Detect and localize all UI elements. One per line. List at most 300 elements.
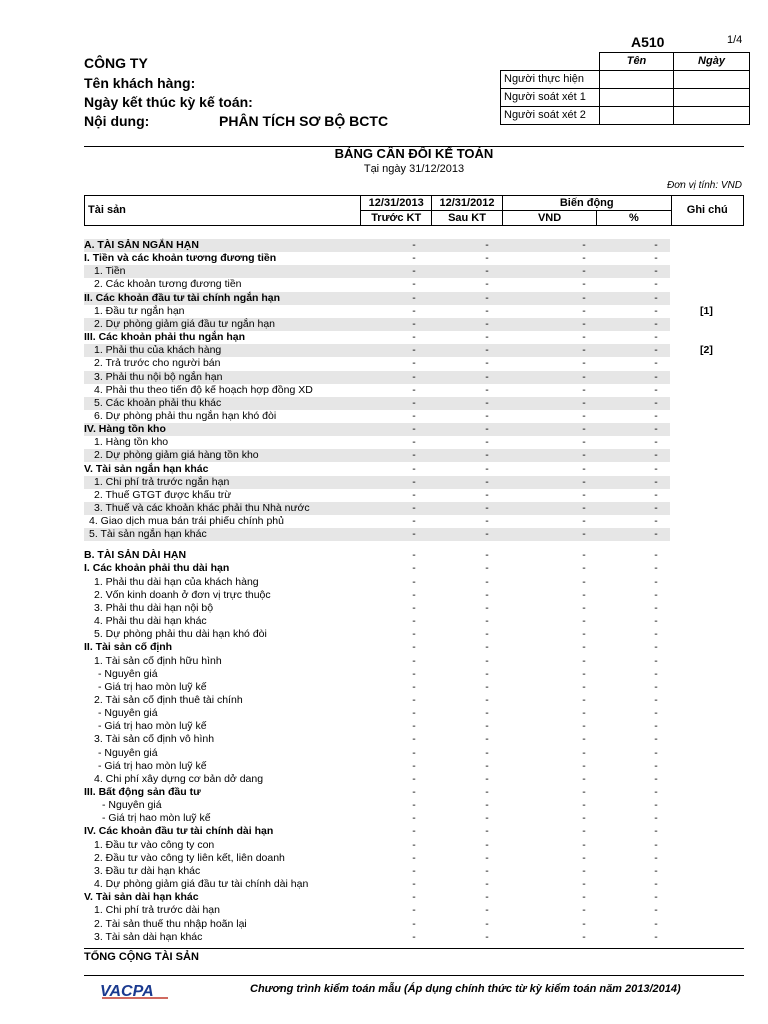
line-item-row xyxy=(84,371,670,384)
signoff-name-cell[interactable] xyxy=(600,88,674,106)
change-vnd-value: - xyxy=(582,576,586,588)
change-pct-value: - xyxy=(654,252,658,264)
pre-audit-value: - xyxy=(412,239,416,251)
post-audit-value: - xyxy=(485,357,489,369)
change-pct-value: - xyxy=(654,747,658,759)
post-audit-value: - xyxy=(485,305,489,317)
line-item-row xyxy=(84,397,670,410)
row-label: 4. Dự phòng giảm giá đầu tư tài chính dài hạn xyxy=(94,878,309,890)
change-vnd-value: - xyxy=(582,707,586,719)
col1-date-header: 12/31/2013 xyxy=(361,196,432,211)
change-pct-value: - xyxy=(654,825,658,837)
line-item-row xyxy=(84,839,670,852)
change-pct-value: - xyxy=(654,576,658,588)
line-item-row xyxy=(84,265,670,278)
row-label: - Giá trị hao mòn luỹ kế xyxy=(98,681,207,693)
change-vnd-value: - xyxy=(582,773,586,785)
post-audit-value: - xyxy=(485,528,489,540)
note-reference[interactable]: [2] xyxy=(700,344,713,356)
line-item-row xyxy=(84,799,670,812)
line-item-row xyxy=(84,707,670,720)
line-item-row xyxy=(84,318,670,331)
change-pct-value: - xyxy=(654,423,658,435)
pre-audit-value: - xyxy=(412,252,416,264)
change-vnd-value: - xyxy=(582,265,586,277)
change-pct-value: - xyxy=(654,292,658,304)
change-pct-value: - xyxy=(654,489,658,501)
row-label: V. Tài sản dài hạn khác xyxy=(84,891,199,903)
post-audit-value: - xyxy=(485,292,489,304)
change-vnd-value: - xyxy=(582,852,586,864)
change-pct-value: - xyxy=(654,786,658,798)
change-pct-value: - xyxy=(654,904,658,916)
change-vnd-value: - xyxy=(582,239,586,251)
row-label: IV. Hàng tồn kho xyxy=(84,423,166,435)
change-vnd-value: - xyxy=(582,904,586,916)
pre-audit-value: - xyxy=(412,410,416,422)
change-header: Biến động xyxy=(502,196,671,211)
footer-note: Chương trình kiểm toán mẫu (Áp dụng chính thức từ kỳ kiểm toán năm 2013/2014) xyxy=(250,983,681,995)
line-item-row xyxy=(84,602,670,615)
change-pct-value: - xyxy=(654,760,658,772)
row-label: - Giá trị hao mòn luỹ kế xyxy=(98,760,207,772)
change-vnd-value: - xyxy=(582,602,586,614)
line-item-row xyxy=(84,760,670,773)
change-vnd-value: - xyxy=(582,615,586,627)
vacpa-logo xyxy=(100,981,172,999)
change-vnd-value: - xyxy=(582,760,586,772)
change-vnd-value: - xyxy=(582,344,586,356)
col2-sub-header: Sau KT xyxy=(432,211,503,226)
pre-audit-value: - xyxy=(412,707,416,719)
pre-audit-value: - xyxy=(412,449,416,461)
change-pct-value: - xyxy=(654,344,658,356)
content-label: Nội dung: xyxy=(84,113,150,129)
row-label: 1. Tiền xyxy=(94,265,126,277)
post-audit-value: - xyxy=(485,681,489,693)
line-item-row xyxy=(84,410,670,423)
line-item-row xyxy=(84,812,670,825)
change-pct-value: - xyxy=(654,773,658,785)
pre-audit-value: - xyxy=(412,515,416,527)
change-pct-value: - xyxy=(654,615,658,627)
line-item-row xyxy=(84,305,670,318)
signoff-date-cell[interactable] xyxy=(674,106,750,124)
change-vnd-value: - xyxy=(582,733,586,745)
post-audit-value: - xyxy=(485,476,489,488)
signoff-date-cell[interactable] xyxy=(674,88,750,106)
row-label: 2. Vốn kinh doanh ở đơn vị trực thuộc xyxy=(94,589,271,601)
post-audit-value: - xyxy=(485,239,489,251)
change-pct-value: - xyxy=(654,305,658,317)
change-vnd-value: - xyxy=(582,839,586,851)
row-label: 1. Phải thu của khách hàng xyxy=(94,344,222,356)
row-label: 6. Dự phòng phải thu ngắn hạn khó đòi xyxy=(94,410,277,422)
post-audit-value: - xyxy=(485,878,489,890)
change-vnd-value: - xyxy=(582,825,586,837)
change-pct-value: - xyxy=(654,655,658,667)
row-label: II. Các khoản đầu tư tài chính ngắn hạn xyxy=(84,292,281,304)
line-item-row xyxy=(84,515,670,528)
line-item-row xyxy=(84,528,670,541)
post-audit-value: - xyxy=(485,694,489,706)
change-pct-value: - xyxy=(654,668,658,680)
change-vnd-header: VND xyxy=(502,211,596,226)
row-label: A. TÀI SẢN NGẮN HẠN xyxy=(84,239,199,251)
change-vnd-value: - xyxy=(582,562,586,574)
footer-rule xyxy=(84,975,744,976)
post-audit-value: - xyxy=(485,318,489,330)
change-pct-value: - xyxy=(654,589,658,601)
pre-audit-value: - xyxy=(412,476,416,488)
line-item-row xyxy=(84,720,670,733)
change-pct-value: - xyxy=(654,436,658,448)
row-label: 1. Chi phí trả trước dài hạn xyxy=(94,904,220,916)
post-audit-value: - xyxy=(485,515,489,527)
change-pct-value: - xyxy=(654,839,658,851)
change-pct-value: - xyxy=(654,852,658,864)
currency-unit: Đơn vị tính: VND xyxy=(667,180,742,191)
pre-audit-value: - xyxy=(412,918,416,930)
line-item-row xyxy=(84,668,670,681)
section-row xyxy=(84,463,670,476)
pre-audit-value: - xyxy=(412,502,416,514)
row-label: V. Tài sản ngắn hạn khác xyxy=(84,463,209,475)
post-audit-value: - xyxy=(485,602,489,614)
row-label: 1. Phải thu dài hạn của khách hàng xyxy=(94,576,259,588)
pre-audit-value: - xyxy=(412,825,416,837)
change-vnd-value: - xyxy=(582,865,586,877)
company-label: CÔNG TY xyxy=(84,55,148,71)
pre-audit-value: - xyxy=(412,668,416,680)
pre-audit-value: - xyxy=(412,720,416,732)
row-label: 3. Tài sản cố định vô hình xyxy=(94,733,215,745)
row-label: 2. Trả trước cho người bán xyxy=(94,357,221,369)
row-label: II. Tài sản cố định xyxy=(84,641,173,653)
section-row xyxy=(84,562,670,575)
pre-audit-value: - xyxy=(412,589,416,601)
pre-audit-value: - xyxy=(412,786,416,798)
row-label: 3. Phải thu nội bộ ngắn hạn xyxy=(94,371,223,383)
pre-audit-value: - xyxy=(412,891,416,903)
post-audit-value: - xyxy=(485,397,489,409)
change-pct-value: - xyxy=(654,694,658,706)
post-audit-value: - xyxy=(485,410,489,422)
line-item-row xyxy=(84,449,670,462)
row-label: III. Các khoản phải thu ngắn hạn xyxy=(84,331,246,343)
change-pct-value: - xyxy=(654,733,658,745)
change-vnd-value: - xyxy=(582,331,586,343)
change-vnd-value: - xyxy=(582,476,586,488)
change-pct-value: - xyxy=(654,931,658,943)
pre-audit-value: - xyxy=(412,397,416,409)
row-label: 3. Tài sản dài hạn khác xyxy=(94,931,203,943)
section-row xyxy=(84,331,670,344)
post-audit-value: - xyxy=(485,549,489,561)
pre-audit-value: - xyxy=(412,576,416,588)
change-pct-value: - xyxy=(654,799,658,811)
row-label: 3. Thuế và các khoản khác phải thu Nhà nước xyxy=(94,502,310,514)
line-item-row xyxy=(84,733,670,746)
total-assets-label: TỔNG CỘNG TÀI SẢN xyxy=(84,951,199,963)
change-vnd-value: - xyxy=(582,423,586,435)
change-pct-value: - xyxy=(654,278,658,290)
line-item-row xyxy=(84,655,670,668)
content-value: PHÂN TÍCH SƠ BỘ BCTC xyxy=(219,113,389,129)
change-vnd-value: - xyxy=(582,384,586,396)
row-label: - Nguyên giá xyxy=(102,799,162,811)
row-label: 4. Chi phí xây dựng cơ bản dở dang xyxy=(94,773,264,785)
col2-date-header: 12/31/2012 xyxy=(432,196,503,211)
post-audit-value: - xyxy=(485,463,489,475)
pre-audit-value: - xyxy=(412,344,416,356)
line-item-row xyxy=(84,865,670,878)
change-vnd-value: - xyxy=(582,931,586,943)
note-column-header: Ghi chú xyxy=(671,196,744,226)
pre-audit-value: - xyxy=(412,733,416,745)
change-pct-value: - xyxy=(654,918,658,930)
signoff-name-cell[interactable] xyxy=(600,106,674,124)
section-row xyxy=(84,292,670,305)
row-label: 1. Đầu tư vào công ty con xyxy=(94,839,215,851)
change-vnd-value: - xyxy=(582,463,586,475)
line-item-row xyxy=(84,344,670,357)
change-pct-value: - xyxy=(654,357,658,369)
line-item-row xyxy=(84,878,670,891)
working-paper-code: A510 xyxy=(631,34,665,50)
note-reference[interactable]: [1] xyxy=(700,305,713,317)
post-audit-value: - xyxy=(485,655,489,667)
signoff-table xyxy=(500,52,750,125)
change-pct-value: - xyxy=(654,865,658,877)
line-item-row xyxy=(84,476,670,489)
line-item-row xyxy=(84,278,670,291)
row-label: 2. Dự phòng giảm giá hàng tồn kho xyxy=(94,449,259,461)
pre-audit-value: - xyxy=(412,615,416,627)
post-audit-value: - xyxy=(485,489,489,501)
post-audit-value: - xyxy=(485,891,489,903)
pre-audit-value: - xyxy=(412,865,416,877)
post-audit-value: - xyxy=(485,733,489,745)
pre-audit-value: - xyxy=(412,331,416,343)
section-row xyxy=(84,825,670,838)
post-audit-value: - xyxy=(485,918,489,930)
change-vnd-value: - xyxy=(582,528,586,540)
line-item-row xyxy=(84,918,670,931)
change-pct-value: - xyxy=(654,384,658,396)
period-label: Ngày kết thúc kỳ kế toán: xyxy=(84,94,253,110)
row-label: 1. Chi phí trả trước ngắn hạn xyxy=(94,476,230,488)
asset-column-header: Tài sản xyxy=(85,196,361,226)
row-label: 4. Phải thu dài hạn khác xyxy=(94,615,207,627)
change-pct-value: - xyxy=(654,449,658,461)
pre-audit-value: - xyxy=(412,463,416,475)
post-audit-value: - xyxy=(485,502,489,514)
change-vnd-value: - xyxy=(582,502,586,514)
pre-audit-value: - xyxy=(412,681,416,693)
change-pct-value: - xyxy=(654,549,658,561)
row-label: III. Bất động sản đầu tư xyxy=(84,786,201,798)
change-pct-value: - xyxy=(654,463,658,475)
row-label: 5. Tài sản ngắn hạn khác xyxy=(89,528,207,540)
change-vnd-value: - xyxy=(582,655,586,667)
column-header-table xyxy=(84,195,744,226)
change-vnd-value: - xyxy=(582,668,586,680)
post-audit-value: - xyxy=(485,904,489,916)
change-pct-value: - xyxy=(654,891,658,903)
report-subtitle: Tại ngày 31/12/2013 xyxy=(363,163,465,175)
section-row xyxy=(84,423,670,436)
pre-audit-value: - xyxy=(412,694,416,706)
signoff-name-cell[interactable] xyxy=(600,70,674,88)
row-label: 1. Hàng tồn kho xyxy=(94,436,169,448)
section-row xyxy=(84,641,670,654)
change-vnd-value: - xyxy=(582,549,586,561)
change-pct-value: - xyxy=(654,628,658,640)
section-row xyxy=(84,891,670,904)
line-item-row xyxy=(84,773,670,786)
row-label: 5. Các khoản phải thu khác xyxy=(94,397,222,409)
post-audit-value: - xyxy=(485,773,489,785)
pre-audit-value: - xyxy=(412,931,416,943)
pre-audit-value: - xyxy=(412,357,416,369)
row-label: B. TÀI SẢN DÀI HẠN xyxy=(84,549,187,561)
row-label: I. Các khoản phải thu dài hạn xyxy=(84,562,230,574)
pre-audit-value: - xyxy=(412,265,416,277)
post-audit-value: - xyxy=(485,668,489,680)
line-item-row xyxy=(84,615,670,628)
line-item-row xyxy=(84,357,670,370)
pre-audit-value: - xyxy=(412,878,416,890)
row-label: IV. Các khoản đầu tư tài chính dài hạn xyxy=(84,825,274,837)
post-audit-value: - xyxy=(485,589,489,601)
change-vnd-value: - xyxy=(582,436,586,448)
pre-audit-value: - xyxy=(412,278,416,290)
pre-audit-value: - xyxy=(412,423,416,435)
change-vnd-value: - xyxy=(582,878,586,890)
row-label: - Nguyên giá xyxy=(98,707,158,719)
row-label: 4. Giao dịch mua bán trái phiếu chính phủ xyxy=(89,515,284,527)
change-vnd-value: - xyxy=(582,252,586,264)
pre-audit-value: - xyxy=(412,318,416,330)
change-pct-value: - xyxy=(654,681,658,693)
change-pct-value: - xyxy=(654,397,658,409)
change-pct-value: - xyxy=(654,720,658,732)
change-vnd-value: - xyxy=(582,410,586,422)
post-audit-value: - xyxy=(485,371,489,383)
row-label: 4. Phải thu theo tiến độ kế hoạch hợp đồng XD xyxy=(94,384,313,396)
change-vnd-value: - xyxy=(582,489,586,501)
row-label: 2. Tài sản cố định thuê tài chính xyxy=(94,694,243,706)
change-pct-value: - xyxy=(654,641,658,653)
post-audit-value: - xyxy=(485,812,489,824)
change-vnd-value: - xyxy=(582,720,586,732)
change-pct-value: - xyxy=(654,502,658,514)
pre-audit-value: - xyxy=(412,773,416,785)
change-vnd-value: - xyxy=(582,371,586,383)
line-item-row xyxy=(84,628,670,641)
post-audit-value: - xyxy=(485,799,489,811)
row-label: 3. Đầu tư dài hạn khác xyxy=(94,865,201,877)
change-pct-value: - xyxy=(654,239,658,251)
line-item-row xyxy=(84,436,670,449)
change-pct-value: - xyxy=(654,812,658,824)
pre-audit-value: - xyxy=(412,292,416,304)
pre-audit-value: - xyxy=(412,562,416,574)
post-audit-value: - xyxy=(485,436,489,448)
post-audit-value: - xyxy=(485,423,489,435)
change-vnd-value: - xyxy=(582,515,586,527)
change-vnd-value: - xyxy=(582,891,586,903)
line-item-row xyxy=(84,681,670,694)
change-vnd-value: - xyxy=(582,305,586,317)
post-audit-value: - xyxy=(485,628,489,640)
row-label: - Giá trị hao mòn luỹ kế xyxy=(102,812,211,824)
post-audit-value: - xyxy=(485,839,489,851)
pre-audit-value: - xyxy=(412,641,416,653)
signoff-role: Người soát xét 2 xyxy=(501,106,600,124)
pre-audit-value: - xyxy=(412,839,416,851)
change-vnd-value: - xyxy=(582,589,586,601)
post-audit-value: - xyxy=(485,720,489,732)
change-vnd-value: - xyxy=(582,449,586,461)
post-audit-value: - xyxy=(485,449,489,461)
line-item-row xyxy=(84,694,670,707)
change-pct-value: - xyxy=(654,476,658,488)
line-item-row xyxy=(84,852,670,865)
pre-audit-value: - xyxy=(412,799,416,811)
signoff-role: Người soát xét 1 xyxy=(501,88,600,106)
change-vnd-value: - xyxy=(582,918,586,930)
change-vnd-value: - xyxy=(582,812,586,824)
row-label: 2. Đầu tư vào công ty liên kết, liên doanh xyxy=(94,852,285,864)
change-vnd-value: - xyxy=(582,397,586,409)
row-label: 3. Phải thu dài hạn nội bộ xyxy=(94,602,214,614)
line-item-row xyxy=(84,502,670,515)
row-label: 1. Đầu tư ngắn hạn xyxy=(94,305,185,317)
change-pct-value: - xyxy=(654,265,658,277)
line-item-row xyxy=(84,589,670,602)
change-pct-value: - xyxy=(654,878,658,890)
change-vnd-value: - xyxy=(582,694,586,706)
signoff-name-header: Tên xyxy=(600,53,674,71)
post-audit-value: - xyxy=(485,384,489,396)
line-item-row xyxy=(84,489,670,502)
post-audit-value: - xyxy=(485,707,489,719)
row-label: 2. Dự phòng giảm giá đầu tư ngắn hạn xyxy=(94,318,276,330)
row-label: - Nguyên giá xyxy=(98,668,158,680)
row-label: 2. Các khoản tương đương tiền xyxy=(94,278,242,290)
post-audit-value: - xyxy=(485,252,489,264)
row-label: 5. Dự phòng phải thu dài hạn khó đòi xyxy=(94,628,267,640)
section-row xyxy=(84,239,670,252)
change-vnd-value: - xyxy=(582,786,586,798)
change-vnd-value: - xyxy=(582,681,586,693)
change-pct-value: - xyxy=(654,562,658,574)
line-item-row xyxy=(84,384,670,397)
post-audit-value: - xyxy=(485,344,489,356)
section-row xyxy=(84,252,670,265)
change-vnd-value: - xyxy=(582,318,586,330)
line-item-row xyxy=(84,931,670,944)
pre-audit-value: - xyxy=(412,852,416,864)
pre-audit-value: - xyxy=(412,489,416,501)
post-audit-value: - xyxy=(485,576,489,588)
signoff-date-cell[interactable] xyxy=(674,70,750,88)
report-title: BẢNG CÂN ĐỐI KẾ TOÁN xyxy=(334,146,494,161)
pre-audit-value: - xyxy=(412,812,416,824)
post-audit-value: - xyxy=(485,747,489,759)
